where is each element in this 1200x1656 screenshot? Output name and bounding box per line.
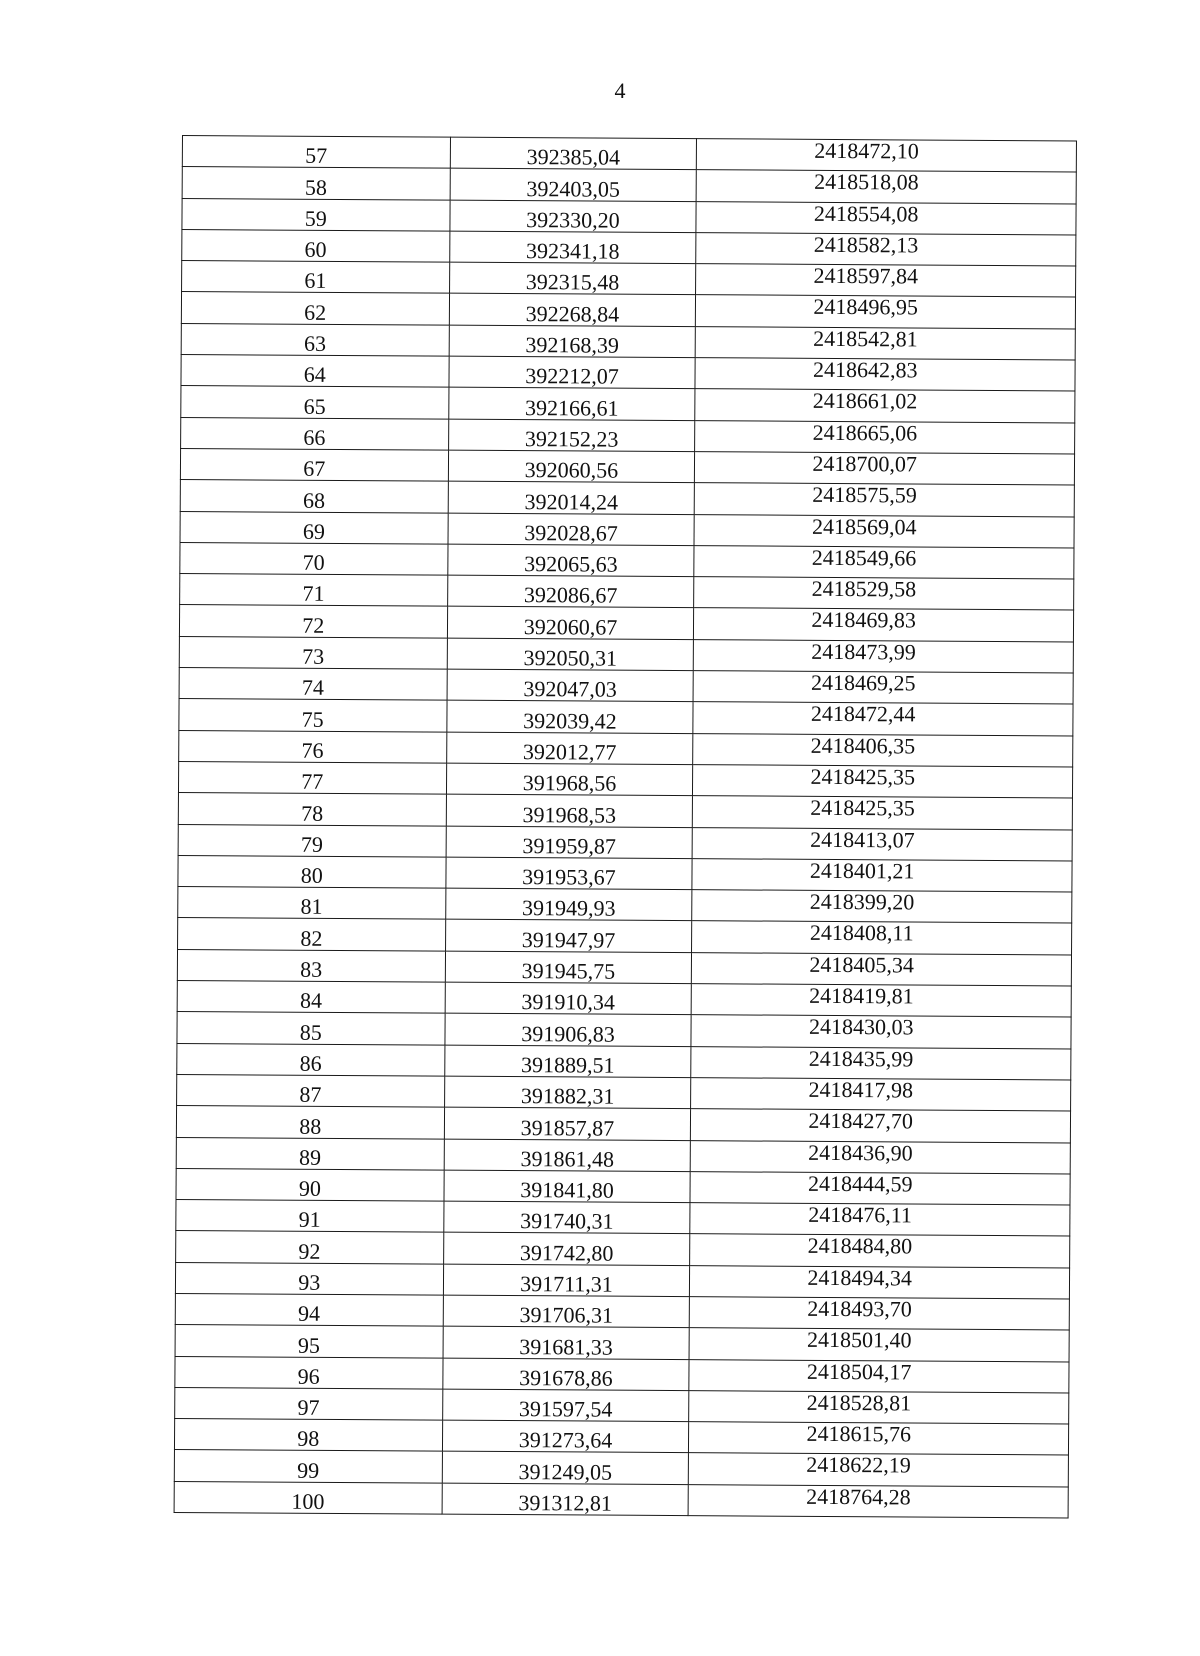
point-number-cell: 87 <box>177 1074 445 1107</box>
coordinates-table-body <box>174 136 1076 1518</box>
x-coordinate-cell: 391861,48 <box>444 1139 691 1172</box>
y-coordinate-cell: 2418430,03 <box>691 1015 1071 1049</box>
point-number-cell: 65 <box>181 386 449 419</box>
table-row <box>182 198 1076 235</box>
table-row <box>176 1200 1070 1237</box>
point-number-cell: 89 <box>176 1137 444 1170</box>
y-coordinate-cell: 2418665,06 <box>695 420 1075 454</box>
x-coordinate-cell: 392086,67 <box>447 575 694 608</box>
y-coordinate-cell: 2418700,07 <box>695 452 1075 486</box>
y-coordinate-cell: 2418493,70 <box>690 1297 1070 1331</box>
table-row <box>175 1293 1069 1330</box>
y-coordinate-cell: 2418406,35 <box>693 733 1073 767</box>
page-number: 4 <box>614 78 626 103</box>
x-coordinate-cell: 391740,31 <box>443 1201 690 1234</box>
x-coordinate-cell: 392047,03 <box>447 669 694 702</box>
point-number-cell: 58 <box>182 167 450 200</box>
table-row <box>182 136 1076 173</box>
x-coordinate-cell: 391949,93 <box>445 888 692 921</box>
table-row <box>181 386 1075 423</box>
table-row <box>179 605 1073 642</box>
point-number-cell: 70 <box>180 542 448 575</box>
y-coordinate-cell: 2418554,08 <box>696 201 1076 235</box>
point-number-cell: 57 <box>182 136 450 169</box>
point-number-cell: 100 <box>174 1481 442 1514</box>
table-row <box>178 761 1072 798</box>
x-coordinate-cell: 392212,07 <box>449 356 696 389</box>
point-number-cell: 94 <box>175 1293 443 1326</box>
table-row <box>180 448 1074 485</box>
x-coordinate-cell: 391968,53 <box>446 794 693 827</box>
table-row <box>177 949 1071 986</box>
x-coordinate-cell: 391312,81 <box>442 1483 689 1516</box>
point-number-cell: 62 <box>181 292 449 325</box>
y-coordinate-cell: 2418528,81 <box>689 1390 1069 1424</box>
table-row <box>174 1419 1068 1456</box>
x-coordinate-cell: 392065,63 <box>447 544 694 577</box>
x-coordinate-cell: 391681,33 <box>443 1326 690 1359</box>
table-row <box>176 1168 1070 1205</box>
x-coordinate-cell: 391711,31 <box>443 1264 690 1297</box>
x-coordinate-cell: 392268,84 <box>449 294 696 327</box>
table-row <box>176 1106 1070 1143</box>
y-coordinate-cell: 2418444,59 <box>690 1171 1070 1205</box>
point-number-cell: 75 <box>179 699 447 732</box>
table-row <box>182 167 1076 204</box>
y-coordinate-cell: 2418542,81 <box>696 326 1076 360</box>
x-coordinate-cell: 391597,54 <box>442 1389 689 1422</box>
y-coordinate-cell: 2418408,11 <box>692 921 1072 955</box>
table-row <box>180 542 1074 579</box>
y-coordinate-cell: 2418764,28 <box>688 1484 1068 1518</box>
x-coordinate-cell: 392152,23 <box>448 419 695 452</box>
y-coordinate-cell: 2418469,25 <box>693 671 1073 705</box>
point-number-cell: 63 <box>181 323 449 356</box>
point-number-cell: 69 <box>180 511 448 544</box>
table-row <box>181 355 1075 392</box>
table-row <box>175 1262 1069 1299</box>
y-coordinate-cell: 2418501,40 <box>689 1328 1069 1362</box>
point-number-cell: 93 <box>175 1262 443 1295</box>
table-row <box>177 1043 1071 1080</box>
table-row <box>175 1356 1069 1393</box>
y-coordinate-cell: 2418427,70 <box>691 1109 1071 1143</box>
y-coordinate-cell: 2418569,04 <box>694 514 1074 548</box>
point-number-cell: 81 <box>178 887 446 920</box>
y-coordinate-cell: 2418661,02 <box>695 389 1075 423</box>
table-row <box>179 730 1073 767</box>
point-number-cell: 76 <box>179 730 447 763</box>
y-coordinate-cell: 2418417,98 <box>691 1078 1071 1112</box>
x-coordinate-cell: 392168,39 <box>449 325 696 358</box>
point-number-cell: 91 <box>176 1200 444 1233</box>
x-coordinate-cell: 392385,04 <box>450 137 697 170</box>
table-row <box>176 1137 1070 1174</box>
x-coordinate-cell: 392050,31 <box>447 638 694 671</box>
coordinates-table <box>174 135 1077 1519</box>
y-coordinate-cell: 2418472,44 <box>693 702 1073 736</box>
table-row <box>178 793 1072 830</box>
y-coordinate-cell: 2418642,83 <box>695 358 1075 392</box>
x-coordinate-cell: 392403,05 <box>450 168 697 201</box>
y-coordinate-cell: 2418413,07 <box>692 827 1072 861</box>
x-coordinate-cell: 391841,80 <box>444 1170 691 1203</box>
y-coordinate-cell: 2418436,90 <box>691 1140 1071 1174</box>
y-coordinate-cell: 2418494,34 <box>690 1265 1070 1299</box>
y-coordinate-cell: 2418582,13 <box>696 233 1076 267</box>
table-row <box>180 480 1074 517</box>
point-number-cell: 64 <box>181 355 449 388</box>
table-row <box>180 511 1074 548</box>
x-coordinate-cell: 391945,75 <box>445 951 692 984</box>
y-coordinate-cell: 2418622,19 <box>689 1453 1069 1487</box>
table-row <box>178 824 1072 861</box>
point-number-cell: 73 <box>179 636 447 669</box>
table-row <box>182 229 1076 266</box>
table-row <box>177 981 1071 1018</box>
x-coordinate-cell: 392014,24 <box>448 481 695 514</box>
x-coordinate-cell: 392341,18 <box>449 231 696 264</box>
table-row <box>181 323 1075 360</box>
point-number-cell: 96 <box>175 1356 443 1389</box>
point-number-cell: 71 <box>180 574 448 607</box>
y-coordinate-cell: 2418425,35 <box>693 796 1073 830</box>
point-number-cell: 98 <box>174 1419 442 1452</box>
y-coordinate-cell: 2418473,99 <box>694 639 1074 673</box>
table-row <box>178 887 1072 924</box>
x-coordinate-cell: 391889,51 <box>444 1045 691 1078</box>
x-coordinate-cell: 392028,67 <box>448 513 695 546</box>
table-row <box>178 918 1072 955</box>
point-number-cell: 60 <box>182 229 450 262</box>
point-number-cell: 59 <box>182 198 450 231</box>
point-number-cell: 67 <box>180 448 448 481</box>
x-coordinate-cell: 392060,56 <box>448 450 695 483</box>
table-row <box>174 1450 1068 1487</box>
x-coordinate-cell: 391857,87 <box>444 1107 691 1140</box>
point-number-cell: 97 <box>175 1387 443 1420</box>
y-coordinate-cell: 2418484,80 <box>690 1234 1070 1268</box>
x-coordinate-cell: 391906,83 <box>445 1013 692 1046</box>
x-coordinate-cell: 392166,61 <box>448 388 695 421</box>
y-coordinate-cell: 2418549,66 <box>694 545 1074 579</box>
x-coordinate-cell: 392039,42 <box>446 700 693 733</box>
table-row <box>181 292 1075 329</box>
table-row <box>175 1387 1069 1424</box>
y-coordinate-cell: 2418518,08 <box>696 170 1076 204</box>
y-coordinate-cell: 2418419,81 <box>691 984 1071 1018</box>
x-coordinate-cell: 391910,34 <box>445 982 692 1015</box>
table-row <box>175 1325 1069 1362</box>
point-number-cell: 66 <box>181 417 449 450</box>
y-coordinate-cell: 2418529,58 <box>694 577 1074 611</box>
point-number-cell: 74 <box>179 668 447 701</box>
y-coordinate-cell: 2418615,76 <box>689 1422 1069 1456</box>
x-coordinate-cell: 391678,86 <box>442 1358 689 1391</box>
point-number-cell: 90 <box>176 1168 444 1201</box>
point-number-cell: 88 <box>176 1106 444 1139</box>
table-row <box>181 417 1075 454</box>
x-coordinate-cell: 391968,56 <box>446 763 693 796</box>
point-number-cell: 84 <box>177 981 445 1014</box>
table-row <box>182 261 1076 298</box>
x-coordinate-cell: 391882,31 <box>444 1076 691 1109</box>
y-coordinate-cell: 2418476,11 <box>690 1203 1070 1237</box>
point-number-cell: 77 <box>178 761 446 794</box>
x-coordinate-cell: 391273,64 <box>442 1420 689 1453</box>
point-number-cell: 61 <box>182 261 450 294</box>
x-coordinate-cell: 391947,97 <box>445 920 692 953</box>
y-coordinate-cell: 2418435,99 <box>691 1046 1071 1080</box>
y-coordinate-cell: 2418399,20 <box>692 890 1072 924</box>
y-coordinate-cell: 2418425,35 <box>693 765 1073 799</box>
x-coordinate-cell: 392330,20 <box>450 200 697 233</box>
x-coordinate-cell: 392315,48 <box>449 262 696 295</box>
y-coordinate-cell: 2418575,59 <box>695 483 1075 517</box>
table-row <box>178 855 1072 892</box>
table-row <box>174 1481 1068 1518</box>
point-number-cell: 78 <box>178 793 446 826</box>
point-number-cell: 80 <box>178 855 446 888</box>
y-coordinate-cell: 2418597,84 <box>696 264 1076 298</box>
point-number-cell: 95 <box>175 1325 443 1358</box>
point-number-cell: 79 <box>178 824 446 857</box>
table-row <box>177 1012 1071 1049</box>
x-coordinate-cell: 391706,31 <box>443 1295 690 1328</box>
table-row <box>180 574 1074 611</box>
x-coordinate-cell: 392012,77 <box>446 732 693 765</box>
y-coordinate-cell: 2418504,17 <box>689 1359 1069 1393</box>
table-row <box>179 668 1073 705</box>
point-number-cell: 85 <box>177 1012 445 1045</box>
x-coordinate-cell: 391953,67 <box>446 857 693 890</box>
point-number-cell: 86 <box>177 1043 445 1076</box>
point-number-cell: 72 <box>179 605 447 638</box>
y-coordinate-cell: 2418401,21 <box>692 858 1072 892</box>
point-number-cell: 92 <box>176 1231 444 1264</box>
y-coordinate-cell: 2418405,34 <box>692 952 1072 986</box>
y-coordinate-cell: 2418469,83 <box>694 608 1074 642</box>
y-coordinate-cell: 2418472,10 <box>697 139 1077 173</box>
point-number-cell: 68 <box>180 480 448 513</box>
x-coordinate-cell: 391742,80 <box>443 1233 690 1266</box>
point-number-cell: 99 <box>174 1450 442 1483</box>
point-number-cell: 82 <box>178 918 446 951</box>
point-number-cell: 83 <box>177 949 445 982</box>
table-row <box>176 1231 1070 1268</box>
table-row <box>179 636 1073 673</box>
x-coordinate-cell: 391249,05 <box>442 1452 689 1485</box>
x-coordinate-cell: 392060,67 <box>447 607 694 640</box>
table-row <box>177 1074 1071 1111</box>
x-coordinate-cell: 391959,87 <box>446 826 693 859</box>
table-row <box>179 699 1073 736</box>
y-coordinate-cell: 2418496,95 <box>696 295 1076 329</box>
